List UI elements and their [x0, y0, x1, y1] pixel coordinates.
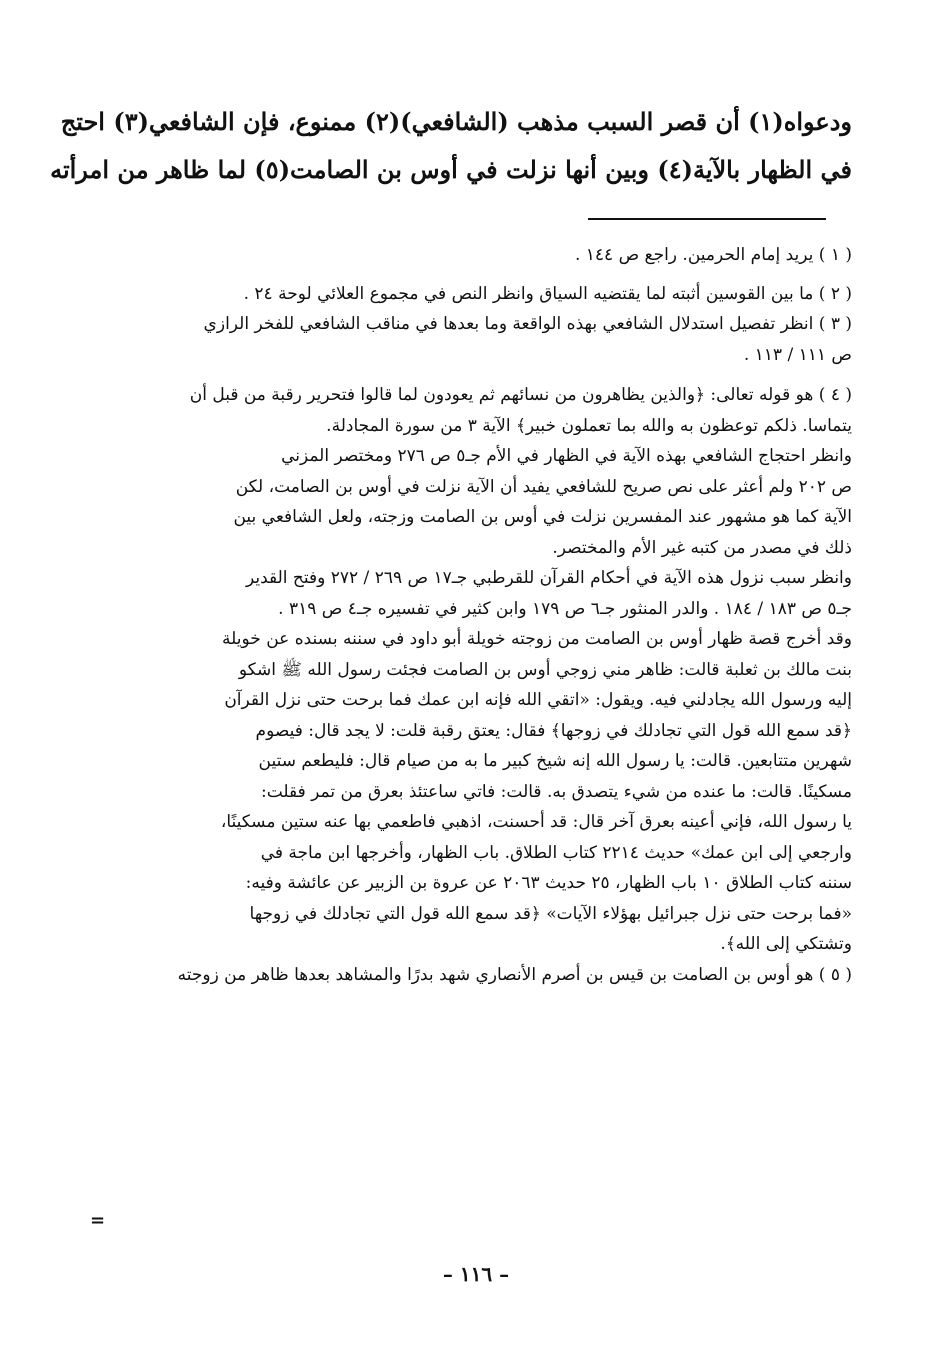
- footnote-line: إليه ورسول الله يجادلني فيه. ويقول: «اتقي الله فإنه ابن عمك فما برحت حتى نزل القرآن: [224, 690, 852, 710]
- footnote-line: ص ٢٠٢ ولم أعثر على نص صريح للشافعي يفيد أن الآية نزلت في أوس بن الصامت، لكن: [235, 476, 852, 497]
- footnote-1: [96, 240, 852, 271]
- footnote-3: [96, 309, 852, 370]
- footnote-line: سننه كتاب الطلاق ١٠ باب الظهار، ٢٥ حديث ٢٠٦٣ عن عروة بن الزبير عن عائشة وفيه:: [245, 873, 852, 893]
- footnote-line: مسكينًا. قالت: ما عنده من شيء يتصدق به. قالت: فاتي ساعتئذ بعرق من تمر فقلت:: [261, 781, 852, 802]
- footnote-line: وانظر سبب نزول هذه الآية في أحكام القرآن للقرطبي جـ١٧ ص ٢٦٩ / ٢٧٢ وفتح القدير: [245, 568, 852, 588]
- footnote-line: الآية كما هو مشهور عند المفسرين نزلت في أوس بن الصامت وزجته، ولعل الشافعي بين: [233, 507, 852, 527]
- footnote-line: ذلك في مصدر من كتبه غير الأم والمختصر.: [552, 537, 852, 558]
- footnote-line: جـ٥ ص ١٨٣ / ١٨٤ . والدر المنثور جـ٦ ص ١٧٩ وابن كثير في تفسيره جـ٤ ص ٣١٩ .: [278, 598, 852, 619]
- footnote-line: بنت مالك بن ثعلبة قالت: ظاهر مني زوجي أوس بن الصامت فجئت رسول الله ﷺ اشكو: [238, 659, 852, 680]
- continuation-mark: =: [90, 1210, 106, 1231]
- footnote-line: ( ١ ) يريد إمام الحرمين. راجع ص ١٤٤ .: [574, 245, 852, 265]
- footnote-line: وقد أخرج قصة ظهار أوس بن الصامت من زوجته خويلة أبو داود في سننه بسنده عن خويلة: [222, 629, 852, 649]
- footnotes: [96, 240, 852, 990]
- footnote-separator: [588, 218, 826, 220]
- footnote-line: شهرين متتابعين. قالت: يا رسول الله إنه شيخ كبير ما به من صيام قال: فليطعم ستين: [258, 751, 852, 771]
- footnote-4: [96, 380, 852, 960]
- main-text: [50, 98, 852, 194]
- footnote-line: يتماسا. ذلكم توعظون به والله بما تعملون خبير﴾ الآية ٣ من سورة المجادلة.: [326, 415, 852, 436]
- footnote-5: [96, 960, 852, 991]
- footnote-line: ﴿قد سمع الله قول التي تجادلك في زوجها﴾ فقال: يعتق رقبة قلت: لا يجد قال: فيصوم: [255, 720, 852, 741]
- footnote-line: ( ٣ ) انظر تفصيل استدلال الشافعي بهذه الواقعة وما بعدها في مناقب الشافعي للفخر الرازي: [203, 314, 852, 334]
- footnote-line: يا رسول الله، فإني أعينه بعرق آخر قال: قد أحسنت، اذهبي فاطعمي بها عنه ستين مسكينًا،: [220, 812, 852, 832]
- footnote-line: «فما برحت حتى نزل جبرائيل بهؤلاء الآيات» ﴿قد سمع الله قول التي تجادلك في زوجها: [249, 903, 852, 924]
- footnote-line: ( ٥ ) هو أوس بن الصامت بن قيس بن أصرم الأنصاري شهد بدرًا والمشاهد بعدها ظاهر من زوجته: [177, 964, 852, 985]
- page-number: – ١١٦ –: [442, 1262, 510, 1286]
- footnote-line: ( ٢ ) ما بين القوسين أثبته لما يقتضيه السياق وانظر النص في مجموع العلائي لوحة ٢٤ .: [243, 283, 852, 304]
- main-text-line: ودعواه(١) أن قصر السبب مذهب (الشافعي)(٢) ممنوع، فإن الشافعي(٣) احتج: [60, 107, 852, 136]
- footnote-2: [96, 279, 852, 310]
- main-text-line: في الظهار بالآية(٤) وبين أنها نزلت في أوس بن الصامت(٥) لما ظاهر من امرأته: [50, 155, 852, 184]
- footnote-line: ص ١١١ / ١١٣ .: [743, 344, 852, 365]
- footnote-line: ( ٤ ) هو قوله تعالى: ﴿والذين يظاهرون من نسائهم ثم يعودون لما قالوا فتحرير رقبة من قبل أن: [189, 385, 852, 405]
- footnote-line: وتشتكي إلى الله﴾.: [720, 934, 852, 954]
- footnote-line: وارجعي إلى ابن عمك» حديث ٢٢١٤ كتاب الطلاق. باب الظهار، وأخرجها ابن ماجة في: [260, 842, 852, 863]
- footnote-line: وانظر احتجاج الشافعي بهذه الآية في الظهار في الأم جـ٥ ص ٢٧٦ ومختصر المزني: [281, 446, 852, 466]
